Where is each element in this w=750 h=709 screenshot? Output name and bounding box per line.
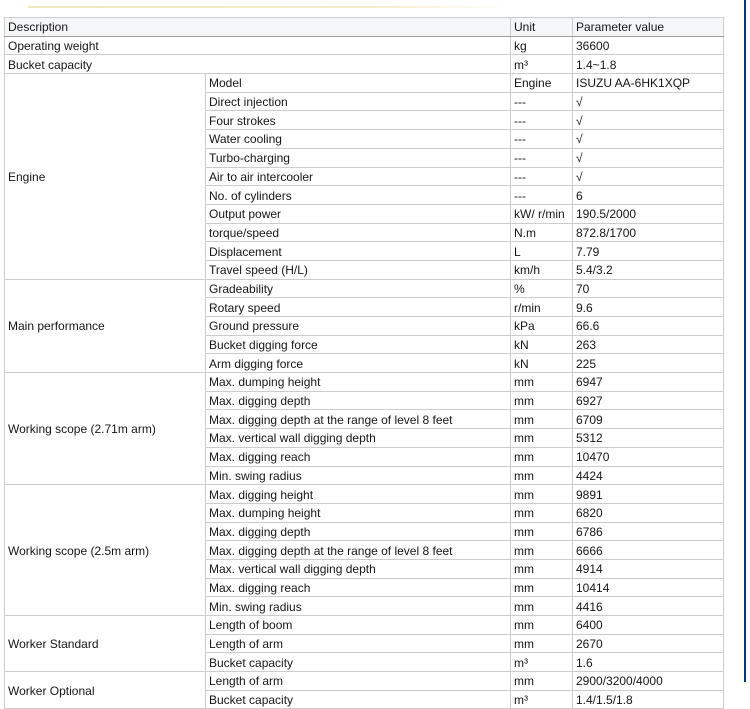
row-label-cell: Max. digging reach (206, 578, 511, 597)
row-unit-cell: kN (511, 335, 573, 354)
row-label-cell: Max. digging depth at the range of level 8 feet (206, 410, 511, 429)
row-value-cell: 6786 (573, 522, 724, 541)
row-value-cell: 36600 (573, 36, 724, 55)
header-parameter-value: Parameter value (573, 18, 724, 37)
row-value-cell: 70 (573, 279, 724, 298)
row-label-cell: Displacement (206, 242, 511, 261)
row-unit-cell: --- (511, 167, 573, 186)
row-label-cell: Length of arm (206, 672, 511, 691)
right-border-line (744, 0, 746, 682)
row-unit-cell: mm (511, 485, 573, 504)
row-value-cell: 190.5/2000 (573, 204, 724, 223)
header-unit: Unit (511, 18, 573, 37)
row-label-cell: torque/speed (206, 223, 511, 242)
group-name-cell: Worker Optional (5, 672, 206, 709)
row-value-cell: 66.6 (573, 317, 724, 336)
table-row (5, 485, 724, 504)
row-unit-cell: mm (511, 522, 573, 541)
row-label-cell: Max. digging height (206, 485, 511, 504)
row-value-cell: 6400 (573, 616, 724, 635)
row-label-cell: Bucket capacity (5, 55, 511, 74)
row-label-cell: Max. digging depth (206, 522, 511, 541)
row-label-cell: Ground pressure (206, 317, 511, 336)
row-value-cell: √ (573, 148, 724, 167)
row-unit-cell: L (511, 242, 573, 261)
row-unit-cell: mm (511, 541, 573, 560)
row-value-cell: √ (573, 92, 724, 111)
row-value-cell: 1.6 (573, 653, 724, 672)
table-header-row (5, 18, 724, 37)
row-unit-cell: kN (511, 354, 573, 373)
row-value-cell: 872.8/1700 (573, 223, 724, 242)
row-label-cell: Min. swing radius (206, 597, 511, 616)
row-unit-cell: mm (511, 429, 573, 448)
row-unit-cell: % (511, 279, 573, 298)
row-unit-cell: mm (511, 672, 573, 691)
row-label-cell: Max. dumping height (206, 373, 511, 392)
row-unit-cell: mm (511, 578, 573, 597)
row-unit-cell: --- (511, 130, 573, 149)
row-value-cell: 4416 (573, 597, 724, 616)
row-label-cell: Turbo-charging (206, 148, 511, 167)
row-value-cell: 6820 (573, 503, 724, 522)
row-value-cell: 4914 (573, 559, 724, 578)
table-row (5, 36, 724, 55)
row-value-cell: √ (573, 130, 724, 149)
row-unit-cell: N.m (511, 223, 573, 242)
group-name-cell: Main performance (5, 279, 206, 372)
group-name-cell: Working scope (2.71m arm) (5, 373, 206, 485)
row-label-cell: Length of arm (206, 634, 511, 653)
row-label-cell: Rotary speed (206, 298, 511, 317)
row-unit-cell: mm (511, 466, 573, 485)
table-row (5, 55, 724, 74)
row-value-cell: 6947 (573, 373, 724, 392)
row-value-cell: 6709 (573, 410, 724, 429)
row-unit-cell: kW/ r/min (511, 204, 573, 223)
row-unit-cell: m³ (511, 653, 573, 672)
row-unit-cell: kg (511, 36, 573, 55)
row-label-cell: No. of cylinders (206, 186, 511, 205)
row-label-cell: Bucket digging force (206, 335, 511, 354)
row-value-cell: 225 (573, 354, 724, 373)
row-value-cell: √ (573, 111, 724, 130)
row-unit-cell: --- (511, 92, 573, 111)
table-row (5, 279, 724, 298)
row-value-cell: 4424 (573, 466, 724, 485)
row-label-cell: Air to air intercooler (206, 167, 511, 186)
group-name-cell: Working scope (2.5m arm) (5, 485, 206, 616)
row-unit-cell: mm (511, 597, 573, 616)
row-unit-cell: r/min (511, 298, 573, 317)
row-unit-cell: km/h (511, 260, 573, 279)
row-unit-cell: mm (511, 559, 573, 578)
row-value-cell: 9.6 (573, 298, 724, 317)
table-row (5, 672, 724, 691)
top-accent-line (28, 6, 512, 8)
row-label-cell: Bucket capacity (206, 690, 511, 709)
row-label-cell: Output power (206, 204, 511, 223)
group-name-cell: Worker Standard (5, 616, 206, 672)
row-unit-cell: mm (511, 391, 573, 410)
row-unit-cell: mm (511, 503, 573, 522)
group-name-cell: Engine (5, 74, 206, 280)
row-value-cell: ISUZU AA-6HK1XQP (573, 74, 724, 93)
row-label-cell: Model (206, 74, 511, 93)
row-label-cell: Max. vertical wall digging depth (206, 559, 511, 578)
row-value-cell: 5.4/3.2 (573, 260, 724, 279)
row-label-cell: Length of boom (206, 616, 511, 635)
row-label-cell: Max. digging depth (206, 391, 511, 410)
row-value-cell: 263 (573, 335, 724, 354)
spec-table (4, 17, 724, 709)
row-unit-cell: --- (511, 186, 573, 205)
row-value-cell: 5312 (573, 429, 724, 448)
row-value-cell: 6927 (573, 391, 724, 410)
row-value-cell: 6666 (573, 541, 724, 560)
row-unit-cell: --- (511, 148, 573, 167)
table-row (5, 74, 724, 93)
row-value-cell: 10414 (573, 578, 724, 597)
row-label-cell: Operating weight (5, 36, 511, 55)
row-unit-cell: mm (511, 447, 573, 466)
row-unit-cell: mm (511, 616, 573, 635)
row-value-cell: 9891 (573, 485, 724, 504)
row-value-cell: √ (573, 167, 724, 186)
spec-table-body (5, 18, 724, 709)
row-value-cell: 1.4/1.5/1.8 (573, 690, 724, 709)
row-label-cell: Min. swing radius (206, 466, 511, 485)
row-value-cell: 10470 (573, 447, 724, 466)
row-label-cell: Bucket capacity (206, 653, 511, 672)
row-unit-cell: m³ (511, 690, 573, 709)
row-unit-cell: --- (511, 111, 573, 130)
table-row (5, 373, 724, 392)
row-value-cell: 2900/3200/4000 (573, 672, 724, 691)
row-unit-cell: mm (511, 373, 573, 392)
row-label-cell: Travel speed (H/L) (206, 260, 511, 279)
row-value-cell: 1.4~1.8 (573, 55, 724, 74)
row-unit-cell: kPa (511, 317, 573, 336)
row-unit-cell: Engine (511, 74, 573, 93)
header-description: Description (5, 18, 511, 37)
row-value-cell: 2670 (573, 634, 724, 653)
row-label-cell: Water cooling (206, 130, 511, 149)
row-value-cell: 7.79 (573, 242, 724, 261)
row-label-cell: Arm digging force (206, 354, 511, 373)
row-label-cell: Max. digging reach (206, 447, 511, 466)
row-label-cell: Gradeability (206, 279, 511, 298)
row-unit-cell: mm (511, 410, 573, 429)
row-unit-cell: mm (511, 634, 573, 653)
row-value-cell: 6 (573, 186, 724, 205)
row-label-cell: Direct injection (206, 92, 511, 111)
row-label-cell: Max. dumping height (206, 503, 511, 522)
table-row (5, 616, 724, 635)
row-unit-cell: m³ (511, 55, 573, 74)
row-label-cell: Max. vertical wall digging depth (206, 429, 511, 448)
row-label-cell: Max. digging depth at the range of level 8 feet (206, 541, 511, 560)
row-label-cell: Four strokes (206, 111, 511, 130)
